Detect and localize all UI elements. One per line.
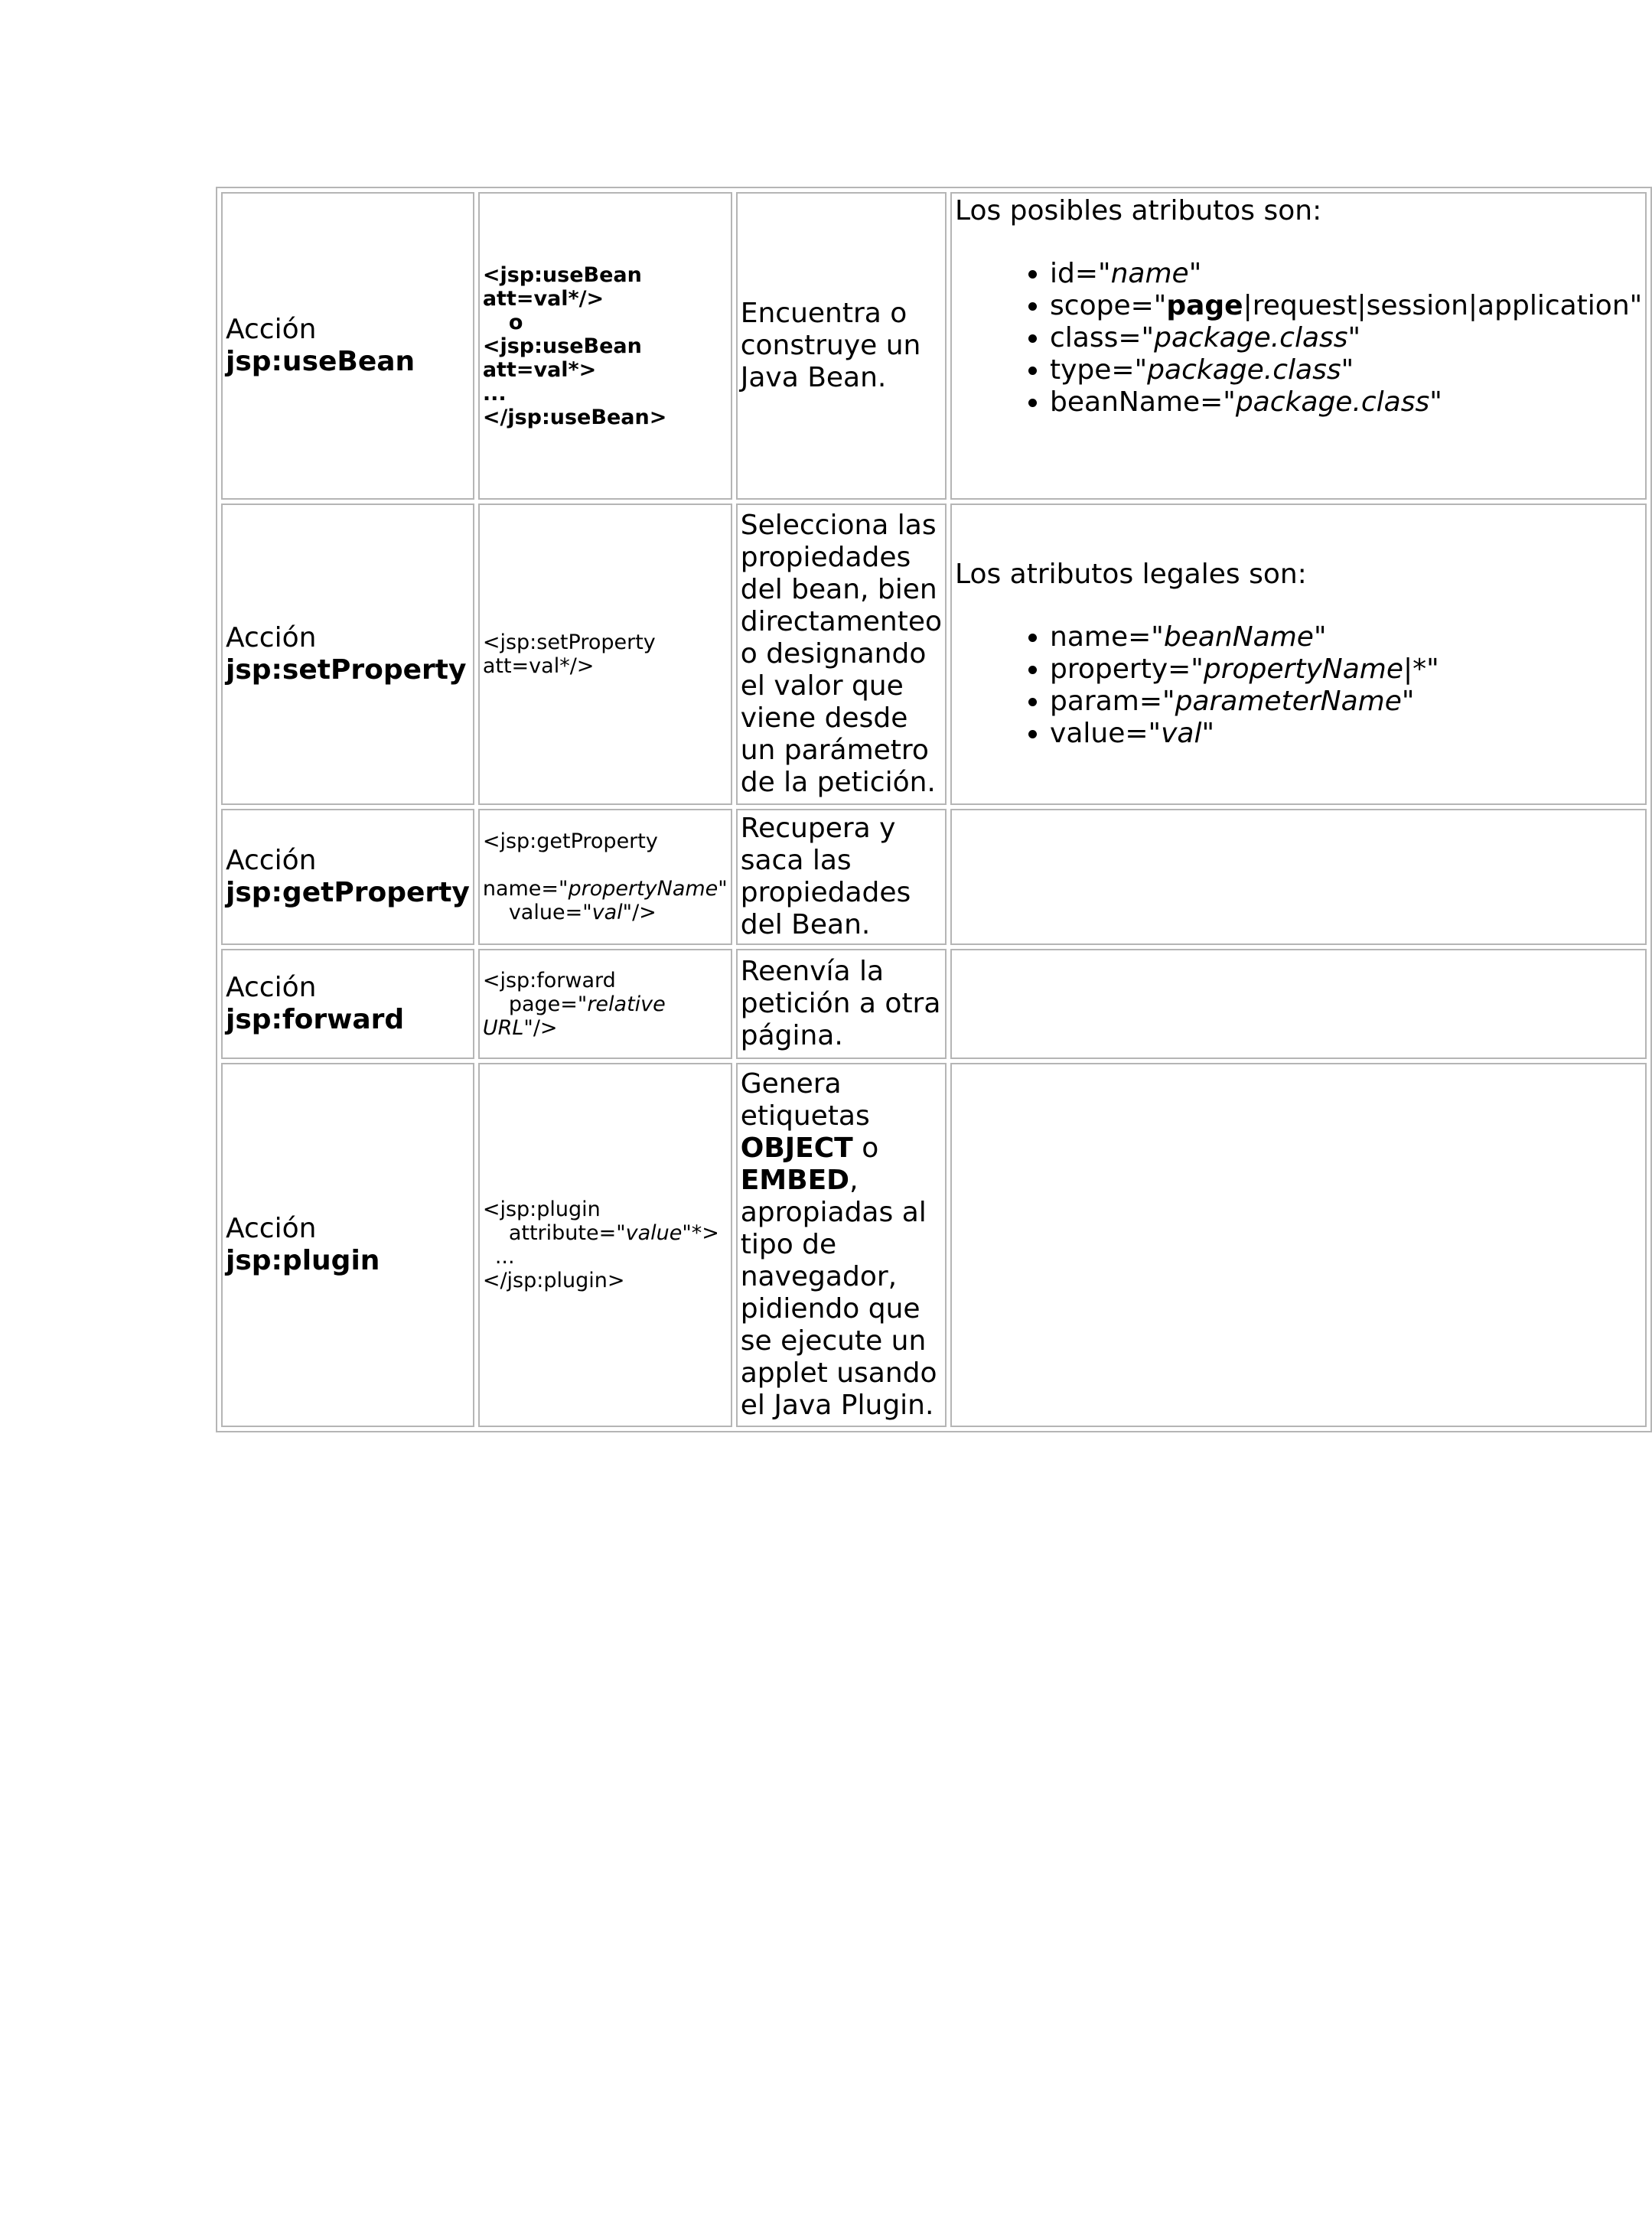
list-item [1050,653,1642,686]
syntax-line: <jsp:plugin [482,1198,601,1221]
description-text: Selecciona las propiedades del bean, bien directamenteo o designando el valor que viene desde un parámetro de la petición. [740,510,943,798]
attr-key: type=" [1050,354,1148,386]
action-prefix: Acción [226,622,317,653]
attr-quote: " [1201,718,1215,749]
list-item [1050,621,1642,653]
attr-key: value=" [1050,718,1162,749]
attr-options: |request|session|application" [1243,290,1643,321]
syntax-gap [483,853,728,877]
syntax-cell [478,809,732,945]
syntax-cell [478,192,732,500]
description-text: Recupera y saca las propiedades del Bean. [740,813,911,940]
syntax-line: ... [494,1245,515,1269]
attributes-cell [950,809,1647,945]
action-prefix: Acción [226,314,317,345]
action-name-cell [221,1063,474,1427]
syntax-line: <jsp:setProperty [482,631,656,654]
syntax-part: attribute=" [508,1221,626,1245]
attr-key: param=" [1050,686,1175,717]
action-name: jsp:setProperty [226,654,467,686]
attr-quote: " [1347,322,1361,354]
syntax-part: page=" [508,992,588,1016]
list-item [1050,322,1642,354]
list-item [1050,686,1642,718]
description-cell [736,192,947,500]
syntax-cell [478,503,732,805]
attr-key: beanName=" [1050,386,1236,418]
attr-value: name [1110,258,1189,289]
syntax-line [483,901,728,924]
action-name-cell [221,192,474,500]
syntax-line: att=val*/> [482,654,595,678]
description-cell [736,1063,947,1427]
description-part: Genera etiquetas [740,1068,870,1132]
action-name-cell [221,949,474,1059]
attributes-list [955,621,1642,750]
syntax-line [483,1221,728,1245]
syntax-part: value [625,1221,683,1245]
description-part: o [862,1132,879,1164]
list-item [1050,386,1642,419]
attr-value: package.class [1154,322,1348,354]
syntax-cell [478,949,732,1059]
attr-key: class=" [1050,322,1155,354]
action-prefix: Acción [226,972,317,1003]
syntax-part: "/> [622,901,657,924]
attr-value: parameterName [1175,686,1402,717]
table-row [221,503,1647,805]
attr-quote: " [1188,258,1202,289]
jsp-actions-table [216,187,1652,1432]
attr-key: name=" [1050,621,1164,653]
attributes-cell [950,949,1647,1059]
syntax-part: name=" [482,877,569,901]
syntax-line: <jsp:forward [482,968,616,992]
attr-value: val [1161,718,1202,749]
attr-key: id=" [1050,258,1111,289]
attr-value: beanName [1163,621,1314,653]
action-name: jsp:useBean [226,346,415,377]
syntax-line: </jsp:useBean> [482,405,667,429]
attributes-cell [950,1063,1647,1427]
syntax-line: att=val*/> [482,286,604,311]
description-cell [736,949,947,1059]
attributes-list [955,258,1642,419]
attributes-cell [950,192,1647,500]
syntax-line: <jsp:getProperty [482,829,658,853]
attr-default: page [1166,290,1243,321]
attr-quote: " [1401,686,1415,717]
attr-quote: |*" [1403,653,1439,685]
action-prefix: Acción [226,1213,317,1244]
syntax-part: val [591,901,623,924]
attr-value: package.class [1147,354,1341,386]
list-item [1050,258,1642,290]
description-keyword: OBJECT [740,1132,853,1164]
attr-key: property=" [1050,653,1204,685]
syntax-line [483,992,728,1016]
list-item [1050,290,1642,322]
attr-quote: " [1341,354,1354,386]
syntax-line: <jsp:useBean [482,334,642,358]
table-row [221,1063,1647,1427]
attr-value: package.class [1235,386,1430,418]
table-row [221,809,1647,945]
list-item [1050,354,1642,386]
attr-quote: " [1429,386,1442,418]
attr-value: propertyName [1203,653,1403,685]
attributes-intro: Los atributos legales son: [955,559,1307,590]
list-item [1050,718,1642,750]
syntax-part: "/> [523,1015,558,1040]
action-name: jsp:plugin [226,1245,380,1276]
description-cell [736,503,947,805]
syntax-part: relative [587,992,666,1016]
syntax-part: URL [482,1015,524,1040]
action-name: jsp:getProperty [226,877,470,908]
syntax-line: att=val*> [482,357,597,382]
description-keyword: EMBED [740,1165,850,1196]
syntax-line: <jsp:useBean [482,262,642,287]
syntax-cell [478,1063,732,1427]
table-row [221,949,1647,1059]
syntax-line [483,877,728,901]
syntax-part: propertyName [568,877,718,901]
attr-quote: " [1313,621,1327,653]
syntax-line: o [508,310,523,334]
syntax-part: "*> [682,1221,719,1245]
table-row [221,192,1647,500]
action-prefix: Acción [226,845,317,876]
attributes-cell [950,503,1647,805]
syntax-part: value=" [508,901,592,924]
action-name-cell [221,503,474,805]
description-text: Reenvía la petición a otra página. [740,956,941,1051]
syntax-line: </jsp:plugin> [482,1269,625,1292]
syntax-part: " [718,877,728,901]
description-cell [736,809,947,945]
syntax-line: ... [482,381,507,406]
description-text: Encuentra o construye un Java Bean. [740,298,921,393]
description-part: , apropiadas al tipo de navegador, pidiendo que se ejecute un applet usando el Java Plugin. [740,1165,937,1421]
attributes-intro: Los posibles atributos son: [955,195,1322,226]
action-name: jsp:forward [226,1004,405,1035]
attr-key: scope=" [1050,290,1167,321]
action-name-cell [221,809,474,945]
syntax-line [483,1016,728,1040]
